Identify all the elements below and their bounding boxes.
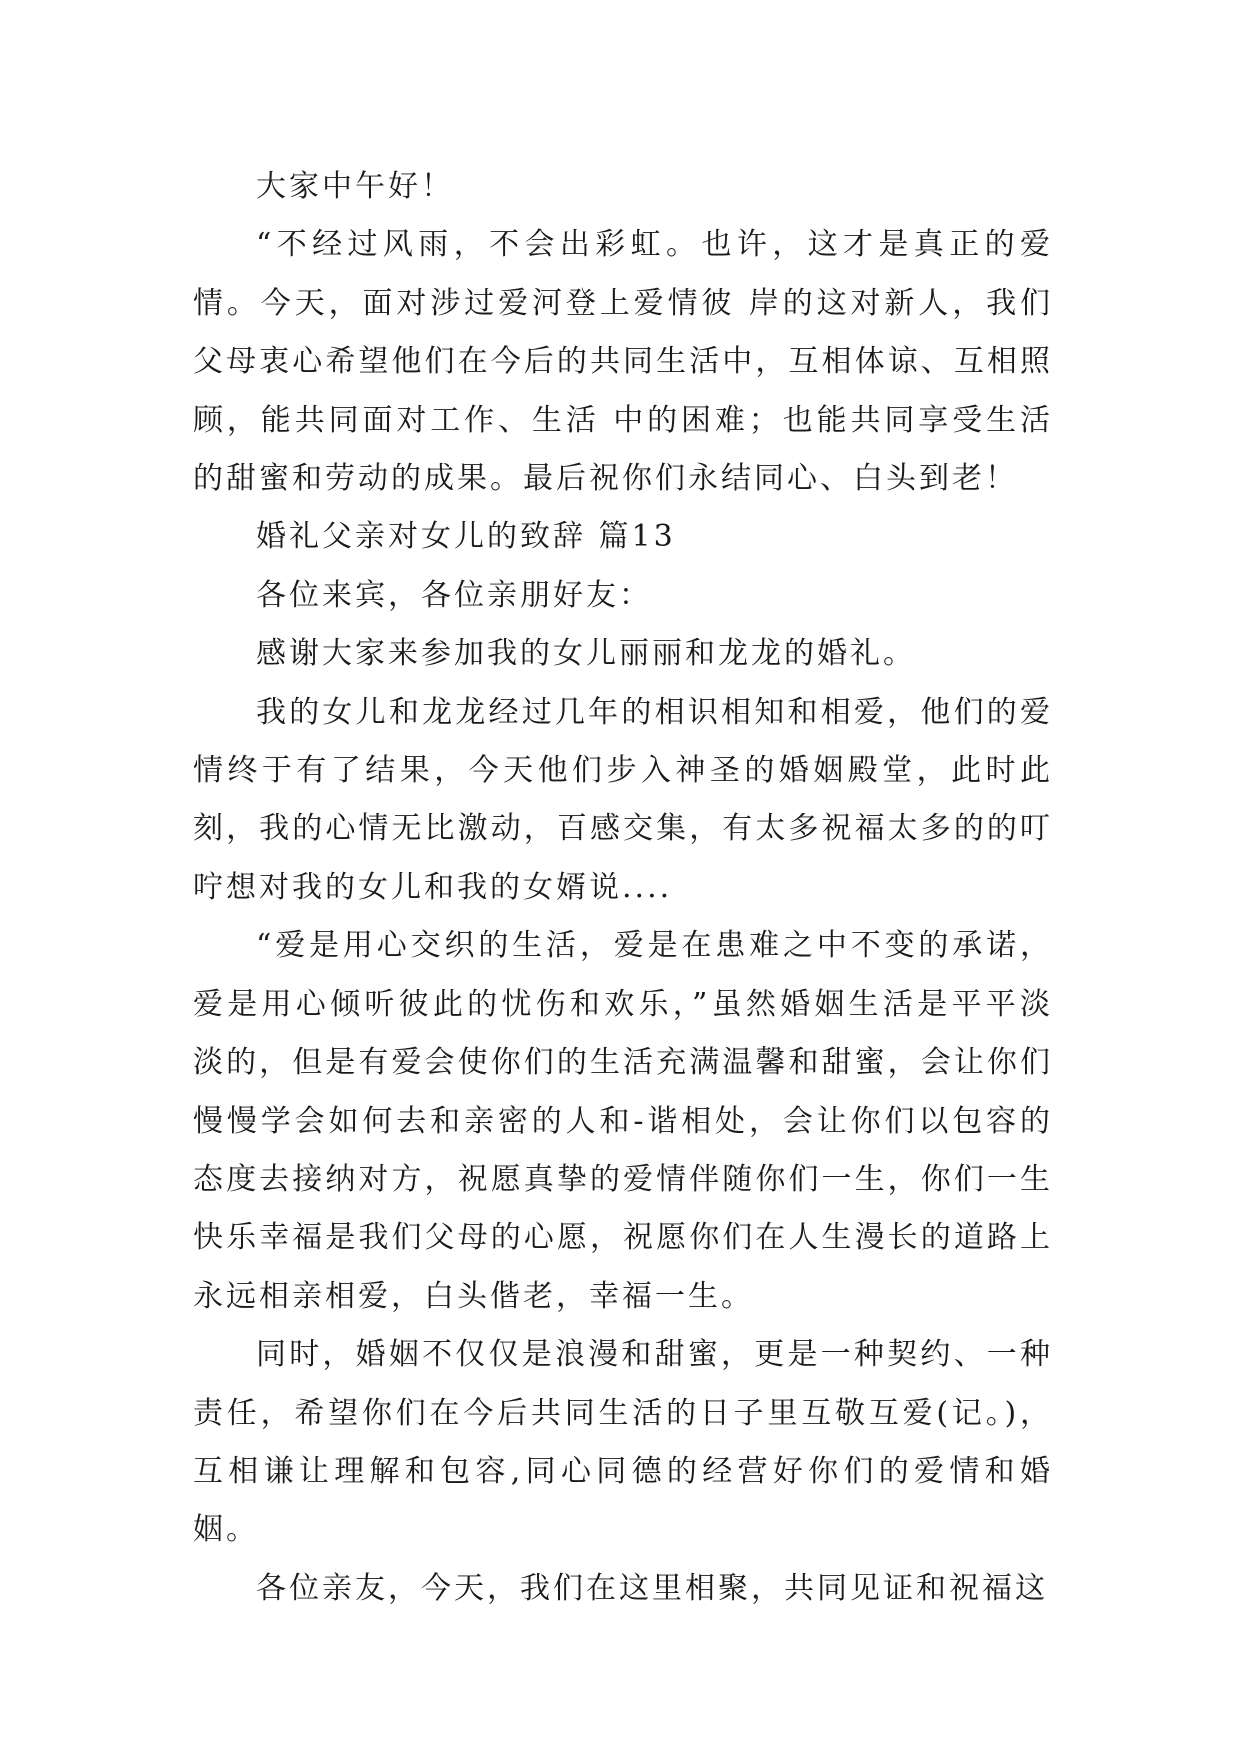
- paragraph-marriage-responsibility: 同时，婚姻不仅仅是浪漫和甜蜜，更是一种契约、一种责任，希望你们在今后共同生活的日子里互敬互爱(记。)，互相谦让理解和包容,同心同德的经营好你们的爱情和婚姻。: [193, 1337, 1053, 1548]
- paragraph-daughter-love: 我的女儿和龙龙经过几年的相识相知和相爱，他们的爱情终于有了结果，今天他们步入神圣的婚姻殿堂，此时此刻，我的心情无比激动，百感交集，有太多祝福太多的的叮咛想对我的女儿和我的女婿说....: [193, 694, 1053, 905]
- document-body: [193, 158, 1053, 1618]
- paragraph-greeting: 大家中午好！: [256, 169, 454, 204]
- paragraph-thanks: 感谢大家来参加我的女儿丽丽和龙龙的婚礼。: [256, 636, 916, 672]
- paragraph-love-quote: “爱是用心交织的生活，爱是在患难之中不变的承诺，爱是用心倾听彼此的忧伤和欢乐，”虽然婚姻生活是平平淡淡的，但是有爱会使你们的生活充满温馨和甜蜜，会让你们慢慢学会如何去和亲密的人和-谐相处，会让你们以包容的态度去接纳对方，祝愿真挚的爱情伴随你们一生，你们一生快乐幸福是我们父母的心愿，祝愿你们在人生漫长的道路上永远相亲相爱，白头偕老，幸福一生。: [193, 928, 1053, 1314]
- section-heading: 婚礼父亲对女儿的致辞 篇13: [256, 519, 676, 555]
- paragraph-rainbow-blessing: “不经过风雨，不会出彩虹。也许，这才是真正的爱情。今天，面对涉过爱河登上爱情彼 岸的这对新人，我们父母衷心希望他们在今后的共同生活中，互相体谅、互相照顾，能共同面对工作、生活 中的困难；也能共同享受生活的甜蜜和劳动的成果。最后祝你们永结同心、白头到老！: [193, 227, 1053, 497]
- paragraph-closing-partial: 各位亲友，今天，我们在这里相聚，共同见证和祝福这: [256, 1570, 1048, 1606]
- paragraph-salutation: 各位来宾，各位亲朋好友：: [256, 577, 652, 613]
